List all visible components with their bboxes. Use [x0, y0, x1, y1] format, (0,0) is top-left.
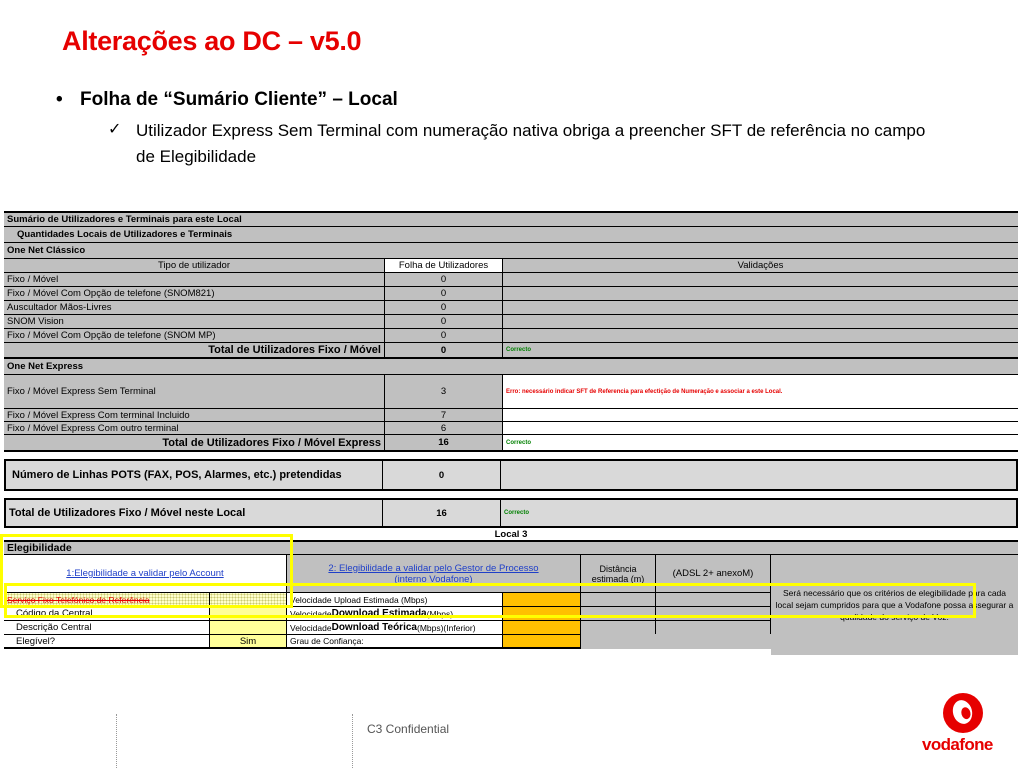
eleg-row-adsl [656, 621, 771, 634]
link-gestor-line2: (interno Vodafone) [394, 573, 473, 585]
eleg-row [4, 634, 581, 649]
sub-bullet-text: Utilizador Express Sem Terminal com numeração nativa obriga a preencher SFT de referência no campo de Elegibilidade [136, 121, 926, 166]
dist-line1: Distância [599, 563, 637, 574]
sheet-subheader: Quantidades Locais de Utilizadores e Terminais [17, 229, 233, 240]
row-label: Fixo / Móvel Express Com outro terminal [4, 422, 385, 434]
col-header-sheet: Folha de Utilizadores [385, 259, 503, 272]
error-text: Erro: necessário indicar SFT de Referencia para efectição de Numeração e associar a este Local. [506, 388, 783, 395]
eleg-row-orange[interactable] [503, 621, 581, 634]
row-value: 0 [385, 273, 503, 286]
row-label: Fixo / Móvel Com Opção de telefone (SNOM821) [4, 287, 385, 300]
table-row [4, 409, 1018, 422]
col-header-type: Tipo de utilizador [4, 259, 385, 272]
row-validation [503, 287, 1018, 300]
logo-text: vodafone [922, 735, 993, 754]
sheet-subheader-row [4, 227, 1018, 243]
express-section-row [4, 359, 1018, 375]
right-post: (Mbps)(Inferior) [416, 622, 476, 633]
right-bold: Download Estimada [331, 608, 427, 619]
status-text: Correcto [504, 510, 530, 516]
right-post: (Mbps) [426, 608, 454, 619]
row-validation [503, 329, 1018, 342]
logo-speechmark-icon [950, 698, 975, 726]
sub-bullet-item [108, 118, 928, 170]
express-total-row [4, 435, 1018, 452]
logo-speechmark-dot [960, 706, 972, 720]
row-label: Fixo / Móvel [4, 273, 385, 286]
row-validation [503, 375, 1018, 408]
eleg-row-input[interactable] [210, 621, 287, 634]
table-row [4, 273, 1018, 287]
bullet-marker: • [56, 89, 63, 110]
bullet-text: Folha de “Sumário Cliente” – Local [80, 89, 398, 110]
row-value: 0 [385, 301, 503, 314]
link-account-text: 1:Elegibilidade a validar pelo Account [66, 568, 224, 579]
express-section-title: One Net Express [7, 361, 84, 372]
row-label: SNOM Vision [4, 315, 385, 328]
bullet-item [56, 89, 398, 111]
row-validation [503, 273, 1018, 286]
eleg-row-label: Serviço Fixo Telefónico de Referência [4, 593, 210, 606]
total-value: 16 [385, 435, 503, 450]
eleg-row [4, 620, 771, 634]
row-validation [503, 315, 1018, 328]
total-status-cell [503, 343, 1018, 357]
total-label: Total de Utilizadores Fixo / Móvel Express [4, 435, 385, 450]
grand-total-status-cell [501, 500, 1016, 526]
right-pre: Grau de Confiança: [290, 636, 364, 646]
eleg-note: Será necessário que os critérios de elegibilidade para cada local sejam cumpridos para que a Vodafone possa assegurar a qualidade do serviço de Voz. [771, 555, 1018, 655]
eleg-row-value[interactable]: Sim [210, 635, 287, 647]
right-bold: Download Teórica [331, 622, 417, 633]
eleg-row-orange[interactable] [503, 635, 581, 647]
eleg-row-label: Descrição Central [4, 621, 210, 634]
row-label: Fixo / Móvel Com Opção de telefone (SNOM MP) [4, 329, 385, 342]
footer-divider [116, 714, 117, 768]
slide-title: Alterações ao DC – v5.0 [62, 26, 362, 56]
total-label: Total de Utilizadores Fixo / Móvel [4, 343, 385, 357]
table-row [4, 422, 1018, 435]
highlight-box-eleg [0, 534, 293, 608]
row-validation [503, 301, 1018, 314]
adsl-header: (ADSL 2+ anexoM) [656, 555, 771, 592]
eleg-row-label: Código da Central [4, 607, 210, 620]
row-value: 0 [385, 329, 503, 342]
row-value: 3 [385, 375, 503, 408]
grand-total-value: 16 [383, 500, 501, 526]
row-validation [503, 409, 1018, 421]
status-text: Correcto [506, 347, 532, 353]
row-value: 0 [385, 315, 503, 328]
eleg-row-right [287, 635, 503, 647]
pots-row [4, 459, 1018, 491]
eleg-filler [581, 634, 1018, 649]
sheet-header: Sumário de Utilizadores e Terminais para este Local [7, 214, 242, 225]
total-status-cell [503, 435, 1018, 450]
eleg-row-right [287, 621, 503, 634]
table-row [4, 287, 1018, 301]
pots-validation [501, 461, 1016, 489]
total-value: 0 [385, 343, 503, 357]
table-row [4, 329, 1018, 343]
classic-section-row [4, 243, 1018, 259]
eleg-title: Elegibilidade [7, 542, 72, 554]
row-label: Fixo / Móvel Express Com terminal Incluido [4, 409, 385, 421]
footer-confidential: C3 Confidential [367, 722, 450, 736]
grand-total-label: Total de Utilizadores Fixo / Móvel neste Local [6, 500, 383, 526]
row-value: 7 [385, 409, 503, 421]
row-label: Auscultador Mãos-Livres [4, 301, 385, 314]
row-validation [503, 422, 1018, 434]
check-icon: ✓ [108, 121, 122, 138]
row-value: 0 [385, 287, 503, 300]
dist-line2: estimada (m) [591, 573, 645, 584]
row-value: 6 [385, 422, 503, 434]
classic-section-title: One Net Clássico [7, 245, 86, 256]
pots-value: 0 [383, 461, 501, 489]
link-gestor-line1: 2: Elegibilidade a validar pelo Gestor de Processo [328, 562, 539, 574]
row-label: Fixo / Móvel Express Sem Terminal [4, 375, 385, 408]
eleg-row-dist [581, 621, 656, 634]
table-row [4, 375, 1018, 409]
right-pre: Velocidade Upload Estimada (Mbps) [290, 594, 428, 605]
col-header-valid: Validações [503, 259, 1018, 272]
eleg-row-label: Elegível? [4, 635, 210, 647]
table-row [4, 315, 1018, 329]
pots-label: Número de Linhas POTS (FAX, POS, Alarmes, etc.) pretendidas [6, 461, 383, 489]
vodafone-logo-icon [943, 693, 983, 733]
column-header-row [4, 259, 1018, 273]
table-row [4, 301, 1018, 315]
sheet-header-row [4, 211, 1018, 227]
footer-divider [352, 714, 353, 768]
status-text: Correcto [506, 439, 532, 446]
local-label: Local 3 [494, 528, 528, 540]
right-pre: Velocidade [290, 608, 332, 619]
grand-total-row [4, 498, 1018, 528]
classic-total-row [4, 343, 1018, 359]
right-pre: Velocidade [290, 622, 332, 633]
